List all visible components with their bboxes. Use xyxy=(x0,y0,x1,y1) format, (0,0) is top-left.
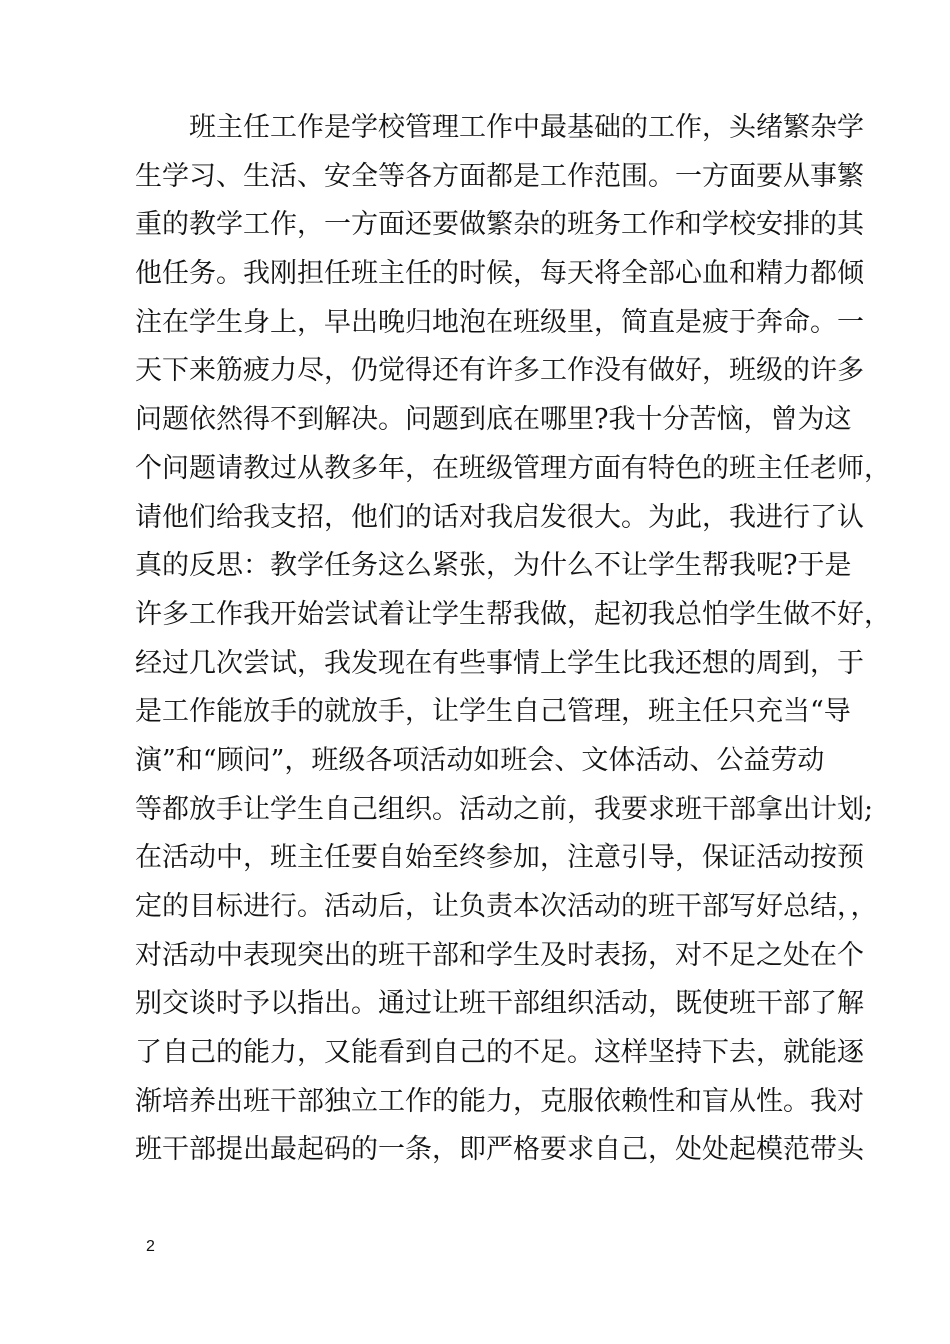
text-line: 真的反思：教学任务这么紧张，为什么不让学生帮我呢?于是 xyxy=(135,550,852,582)
text-line: 经过几次尝试，我发现在有些事情上学生比我还想的周到，于 xyxy=(135,647,864,679)
text-line: 等都放手让学生自己组织。活动之前，我要求班干部拿出计划; xyxy=(135,793,874,825)
text-line: 对活动中表现突出的班干部和学生及时表扬，对不足之处在个 xyxy=(135,939,864,971)
text-line: 请他们给我支招，他们的话对我启发很大。为此，我进行了认 xyxy=(135,501,864,533)
text-line: 个问题请教过从教多年，在班级管理方面有特色的班主任老师， xyxy=(135,452,891,484)
text-line: 班主任工作是学校管理工作中最基础的工作，头绪繁杂学 xyxy=(135,112,864,143)
text-line: 在活动中，班主任要自始至终参加，注意引导，保证活动按预 xyxy=(135,842,864,874)
text-line: 班干部提出最起码的一条，即严格要求自己，处处起模范带头 xyxy=(135,1134,864,1166)
text-line: 了自己的能力，又能看到自己的不足。这样坚持下去，就能逐 xyxy=(135,1037,864,1069)
text-line: 重的教学工作，一方面还要做繁杂的班务工作和学校安排的其 xyxy=(135,209,864,241)
text-line: 注在学生身上，早出晚归地泡在班级里，简直是疲于奔命。一 xyxy=(135,306,864,338)
text-line: 他任务。我刚担任班主任的时候，每天将全部心血和精力都倾 xyxy=(135,258,864,290)
text-line: 许多工作我开始尝试着让学生帮我做，起初我总怕学生做不好， xyxy=(135,598,891,630)
text-line: 渐培养出班干部独立工作的能力，克服依赖性和盲从性。我对 xyxy=(135,1085,864,1117)
text-line: 问题依然得不到解决。问题到底在哪里?我十分苦恼，曾为这 xyxy=(135,404,852,436)
text-line: 定的目标进行。活动后，让负责本次活动的班干部写好总结，， xyxy=(135,891,878,922)
text-line: 是工作能放手的就放手，让学生自己管理，班主任只充当“导 xyxy=(135,696,851,728)
text-line: 演”和“顾问”，班级各项活动如班会、文体活动、公益劳动 xyxy=(135,744,825,776)
page-number: 2 xyxy=(146,1238,155,1255)
body-paragraph xyxy=(135,104,891,1175)
text-line: 别交谈时予以指出。通过让班干部组织活动，既使班干部了解 xyxy=(135,988,864,1020)
text-line: 天下来筋疲力尽，仍觉得还有许多工作没有做好，班级的许多 xyxy=(135,355,864,387)
text-line: 生学习、生活、安全等各方面都是工作范围。一方面要从事繁 xyxy=(135,160,864,192)
